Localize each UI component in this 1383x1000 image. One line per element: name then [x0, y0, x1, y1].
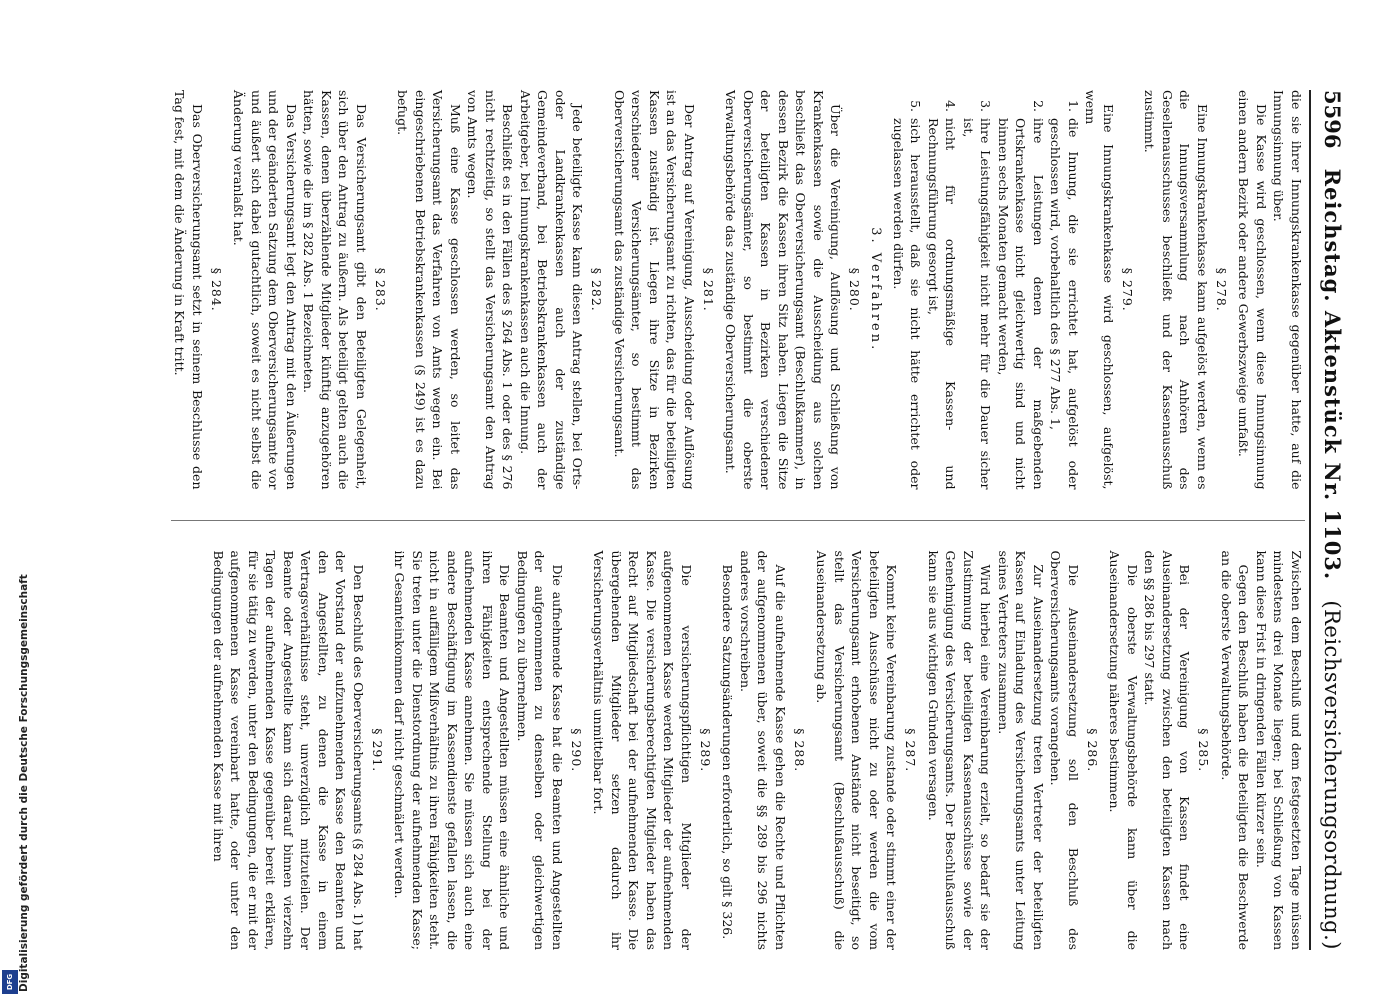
paragraph: Zwischen dem Beschluß und dem festgesetzten Tage müssen mindestens drei Monate liegen; bei Schließung von Kassen kann diese Frist in dringenden Fällen kürzer sein.: [1254, 550, 1304, 950]
paragraph: Gegen den Beschluß haben die Beteiligten die Beschwerde an die oberste Verwaltungsbehörde.: [1219, 550, 1252, 950]
paragraph: Jede beteiligte Kasse kann diesen Antrag stellen, bei Orts- oder Landkrankenkassen auch der zuständige Gemeindeverband, bei Betriebskrankenkassen auch der Arbeitgeber, bei Innungskrankenkassen auch die Innung.: [518, 90, 586, 490]
section-heading: § 278.: [1214, 267, 1229, 312]
section-heading: § 291.: [370, 728, 385, 773]
digitization-strip: [0, 0, 30, 1000]
section-heading: § 289.: [698, 728, 713, 773]
list-item-text: die Innung, die sie errichtet hat, aufgelöst oder geschlossen wird, vorbehaltlich des § 277 Abs. 1,: [1048, 118, 1081, 490]
header-rule: [1309, 90, 1311, 950]
section-heading: § 286.: [1085, 728, 1100, 773]
numbered-list: [890, 90, 1083, 490]
paragraph: Beschließt es in den Fällen des § 264 Abs. 1 oder des § 276 nicht rechtzeitig, so stellt das Versicherungsamt den Antrag von Amts wegen.: [465, 90, 516, 490]
page-header: [1315, 90, 1345, 950]
list-item-text: sich herausstellt, daß sie nicht hätte errichtet oder zugelassen werden dürfen.: [891, 118, 924, 490]
paragraph: Den Beschluß des Oberversicherungsamts (§ 284 Abs. 1) hat der Vorstand der aufzunehmenden Kasse den Beamten und den Angestellten, zu denen die Kasse in einem Vertragsverhältnisse steht, unverzüglich mitzuteilen. Der Beamte oder Angestellte kann sich darauf binnen vierzehn Tagen der aufnehmenden Kasse gegenüber bereit erklären, für sie tätig zu werden, unter den Bedingungen, die er mit der aufgenommenen Kasse vereinbart hatte, oder unter den Bedingungen der aufnehmenden Kasse mit ihren: [211, 550, 366, 950]
paragraph: die sie ihrer Innungskrankenkasse gegenüber hatte, auf die Innungsinnung über.: [1271, 90, 1304, 490]
paragraph: Über die Vereinigung, Auflösung und Schließung von Krankenkassen sowie die Ausscheidung aus solchen beschließt das Oberversicherungsamt (Beschlußkammer), in dessen Bezirk die Kassen ihren Sitz haben. Liegen die Sitze der beteiligten Kassen in Bezirken verschiedener Oberversicherungsämter, so bestimmt die oberste Verwaltungsbehörde das zuständige Oberversicherungsamt.: [723, 90, 844, 490]
list-item-number: 5.: [908, 100, 924, 112]
paragraph: Muß eine Kasse geschlossen werden, so leitet das Versicherungsamt das Verfahren von Amts wegen ein. Bei eingeschriebenen Betriebskrankenkassen (§ 249) ist es dazu befugt.: [395, 90, 463, 490]
paragraph: Die Auseinandersetzung soll den Beschluß des Oberversicherungsamts vorangehen.: [1048, 550, 1081, 950]
list-item-number: 2.: [1031, 100, 1046, 112]
section-heading: § 279.: [1120, 267, 1135, 312]
list-item: [960, 90, 995, 490]
subsection-heading: 3. Verfahren.: [868, 227, 884, 353]
paragraph: Das Versicherungsamt gibt den Beteiligten Gelegenheit, sich über den Antrag zu äußern. Als beteiligt gelten auch die Kassen, denen überzählende Mitglieder künftig anzugehören hätten, sowie die im § 282 Abs. 1 Bezeichneten.: [301, 90, 369, 490]
list-item: [1047, 90, 1082, 490]
list-item: [995, 90, 1048, 490]
paragraph: Die versicherungspflichtigen Mitglieder der aufgenommenen Kasse werden Mitglieder der aufnehmenden Kasse. Die versicherungsberechtigten Mitglieder haben das Recht auf Mitgliedschaft bei der aufnehmenden Kasse. Die übergehenden Mitglieder setzen dadurch ihr Versicherungsverhältnis unmittelbar fort.: [591, 550, 694, 950]
paragraph: Eine Innungskrankenkasse wird geschlossen, aufgelöst, wenn: [1083, 90, 1116, 490]
list-item: [890, 90, 925, 490]
left-column: [171, 90, 1305, 490]
section-heading: § 281.: [701, 267, 716, 312]
header-title: Reichstag. Aktenstück Nr. 1103.: [1320, 168, 1345, 581]
paragraph: Wird hierbei eine Vereinbarung erzielt, so bedarf sie der Zustimmung der beteiligten Kassenausschüsse sowie der Genehmigung des Versicherungsamts. Der Beschlußausschuß kann sie aus wichtigen Gründen versagen.: [926, 550, 994, 950]
section-heading: § 290.: [569, 728, 584, 773]
section-heading: § 288.: [792, 728, 807, 773]
page-number: 5596: [1320, 90, 1345, 149]
list-item-text: ihre Leistungsfähigkeit nicht mehr für die Dauer sicher ist,: [961, 118, 994, 490]
paragraph: Der Antrag auf Vereinigung, Ausscheidung oder Auflösung ist an das Versicherungsamt zu richten, das für die beteiligten Kassen zuständig ist. Liegen ihre Sitze in Bezirken verschiedener Versicherungsämter, so bestimmt das Oberversicherungsamt das zuständige Versicherungsamt.: [612, 90, 697, 490]
section-heading: § 284.: [209, 267, 224, 312]
dfg-logo: DFG: [2, 970, 18, 994]
list-item-number: 3.: [978, 100, 994, 112]
paragraph: Die Kasse wird geschlossen, wenn diese Innungsinnung einen andern Bezirk oder andere Gewerbszweige umfaßt.: [1236, 90, 1269, 490]
paragraph: Die Beamten und Angestellten müssen eine ähnliche und ihren Fähigkeiten entsprechende Stellung bei der aufnehmenden Kasse annehmen. Sie müssen sich auch eine andere Beschäftigung im Kassendienste gefallen lassen, die nicht in auffälligem Mißverhältnis zu ihren Fähigkeiten steht. Sie treten unter die Dienstordnung der aufnehmenden Kasse; ihr Gesamteinkommen darf nicht geschmälert werden.: [392, 550, 513, 950]
paragraph: Kommt keine Vereinbarung zustande oder stimmt einer der beteiligten Ausschüsse nicht zu oder werden die vom Versicherungsamt erhobenen Anstände nicht beseitigt, so stellt das Versicherungsamt (Beschlußausschuß) die Auseinandersetzung ab.: [814, 550, 900, 950]
section-heading: § 283.: [373, 267, 388, 312]
paragraph: Auf die aufnehmende Kasse gehen die Rechte und Pflichten der aufgenommenen über, soweit die §§ 289 bis 296 nichts anderes vorschreiben.: [738, 550, 788, 950]
list-item-text: nicht für ordnungsmäßige Kassen- und Rechnungsführung gesorgt ist,: [926, 118, 959, 490]
section-heading: § 287.: [903, 728, 919, 773]
paragraph: Bei der Vereinigung von Kassen findet eine Auseinandersetzung zwischen den beteiligten Kassen nach den §§ 286 bis 297 statt.: [1142, 550, 1193, 950]
paragraph: Zur Auseinandersetzung treten Vertreter der beteiligten Kassen auf Einladung des Versicherungsamts unter Leitung seines Vertreters zusammen.: [996, 550, 1046, 950]
list-item: [925, 90, 960, 490]
section-heading: § 282.: [589, 267, 605, 312]
column-divider: [171, 520, 1305, 521]
list-item-text: ihre Leistungen denen der maßgebenden Ortskrankenkasse nicht gleichwertig sind und nicht binnen sechs Monaten gemacht werden,: [996, 118, 1046, 490]
section-heading: § 280.: [847, 267, 863, 312]
paragraph: Das Versicherungsamt legt den Antrag mit den Äußerungen und der geänderten Satzung dem Oberversicherungsamte vor und äußert sich dabei gutachtlich, soweit es nicht selbst die Änderung veranlaßt hat.: [231, 90, 299, 490]
section-heading: § 285.: [1196, 728, 1212, 773]
list-item-number: 4.: [943, 100, 959, 112]
paragraph: Das Oberversicherungsamt setzt in seinem Beschlusse den Tag fest, mit dem die Änderung in Kraft tritt.: [172, 90, 205, 490]
header-law-name: (Reichsversicherungsordnung.): [1320, 600, 1344, 950]
paragraph: Eine Innungskrankenkasse kann aufgelöst werden, wenn es die Innungsversammlung nach Anhören des Gesellenausschusses beschließt und der Kassenausschuß zustimmt.: [1142, 90, 1210, 490]
paragraph: Die oberste Verwaltungsbehörde kann über die Auseinandersetzung näheres bestimmen.: [1107, 550, 1140, 950]
digitization-note: Digitalisierung gefördert durch die Deutsche Forschungsgemeinschaft: [18, 574, 30, 992]
list-item-number: 1.: [1066, 100, 1081, 112]
paragraph: Besondere Satzungsänderungen erforderlich, so gilt § 326.: [720, 564, 736, 940]
text-columns: [171, 90, 1305, 950]
right-column: [171, 551, 1305, 951]
paragraph: Die aufnehmende Kasse hat die Beamten und Angestellten der aufgenommenen zu denselben oder gleichwertigen Bedingungen zu übernehmen.: [515, 550, 565, 950]
